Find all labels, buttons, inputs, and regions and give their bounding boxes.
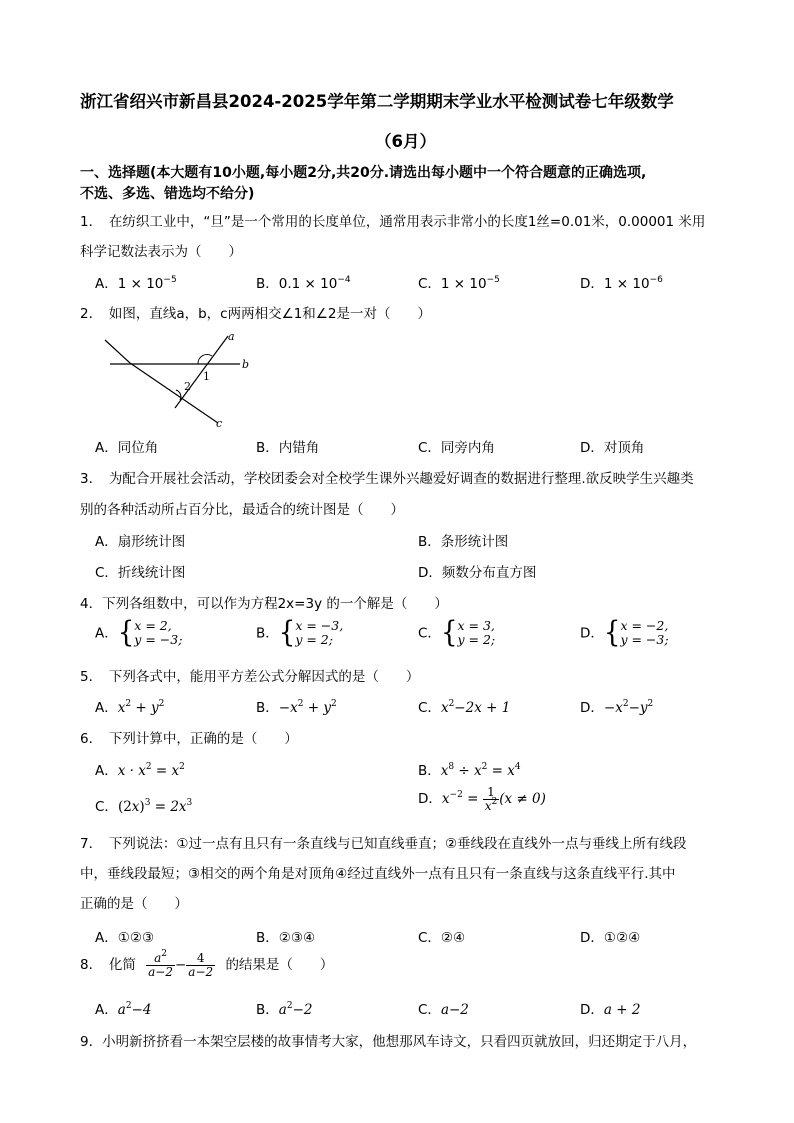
q6-option-d[interactable]: D．$x^{-2}$ = $\frac{1}{x^2}$ (x ≠ 0)	[418, 785, 546, 814]
q5-option-a[interactable]: A．$x^2 + y^2$	[95, 699, 165, 716]
q5-option-d[interactable]: D．$-x^2-y^2$	[580, 699, 654, 716]
q3-option-c[interactable]: C．折线统计图	[95, 565, 186, 581]
q3-stem-line1: 3． 为配合开展社会活动，学校团委会对全校学生课外兴趣爱好调查的数据进行整理.欲反映学生兴趣类	[80, 471, 694, 487]
q2-stem: 2． 如图，直线a，b，c两两相交∠1和∠2是一对（ ）	[80, 306, 431, 322]
q7-option-b[interactable]: B．②③④	[256, 930, 316, 946]
q7-stem-line1: 7． 下列说法：①过一点有且只有一条直线与已知直线垂直；②垂线段在直线外一点与垂线上所有线段	[80, 836, 687, 852]
section-header-line2: 不选、多选、错选均不给分)	[80, 186, 255, 202]
q3-option-a[interactable]: A．扇形统计图	[95, 534, 186, 550]
q7-option-d[interactable]: D．①②④	[580, 930, 641, 946]
q7-stem-line3: 正确的是（ ）	[80, 896, 188, 912]
q1-option-a[interactable]: A．$1 \times 10^{-5}$	[95, 275, 177, 292]
q5-stem: 5． 下列各式中，能用平方差公式分解因式的是（ ）	[80, 669, 420, 685]
q2-figure	[100, 328, 260, 428]
q2-label-b: b	[242, 358, 250, 371]
q3-option-b[interactable]: B．条形统计图	[418, 534, 509, 550]
q6-option-b[interactable]: B．$x^8 \div x^2 = x^4$	[418, 762, 521, 779]
q2-angle1-arc	[198, 354, 212, 364]
q1-option-b[interactable]: B．$0.1 \times 10^{-4}$	[256, 275, 351, 292]
q4-option-a[interactable]: A．{ x = 2, y = −3;	[95, 616, 183, 650]
q2-label-a: a	[228, 330, 235, 343]
q1-option-d[interactable]: D．$1 \times 10^{-6}$	[580, 275, 663, 292]
q1-option-c[interactable]: C．$1 \times 10^{-5}$	[418, 275, 500, 292]
q9-stem-line1: 9．小明新挤挤看一本架空层楼的故事情考大家，他想那风车诗文，只看四页就放回，归还期定于八月，	[80, 1034, 697, 1050]
q2-label-angle1: 1	[203, 370, 210, 383]
q2-line-a	[175, 336, 228, 408]
q7-option-c[interactable]: C．②④	[418, 930, 466, 946]
page-title: 浙江省绍兴市新昌县2024-2025学年第二学期期末学业水平检测试卷七年级数学	[80, 92, 674, 111]
q8-option-a[interactable]: A．$a^2-4$	[95, 1001, 152, 1018]
q4-option-d[interactable]: D．{ x = −2, y = −3;	[580, 616, 669, 650]
q2-label-c: c	[216, 417, 223, 428]
q2-line-slanted	[105, 340, 130, 363]
q2-option-c[interactable]: C．同旁内角	[418, 440, 495, 456]
q5-option-c[interactable]: C．$x^2-2x + 1$	[418, 699, 511, 716]
q2-label-angle2: 2	[184, 380, 191, 393]
q6-stem: 6． 下列计算中，正确的是（ ）	[80, 731, 298, 747]
q8-option-c[interactable]: C．a−2	[418, 1002, 469, 1018]
q4-option-b[interactable]: B．{ x = −3, y = 2;	[256, 616, 344, 650]
q8-stem: 8． 化简 $\frac{a^2}{a-2}$ − $\frac{4}{a-2}$ 的结果是（ ）	[80, 949, 334, 980]
q8-option-d[interactable]: D．a + 2	[580, 1002, 641, 1018]
q5-option-b[interactable]: B．$-x^2 + y^2$	[256, 699, 337, 716]
q4-option-c[interactable]: C．{ x = 3, y = 2;	[418, 616, 496, 650]
q3-option-d[interactable]: D．频数分布直方图	[418, 565, 537, 581]
q1-stem-line1: 1． 在纺织工业中，“旦”是一个常用的长度单位，通常用表示非常小的长度1丝=0.01米，0.00001 米用	[80, 214, 706, 230]
q6-option-c[interactable]: C．$(2x)^3 = 2x^3$	[95, 798, 193, 815]
q2-option-b[interactable]: B．内错角	[256, 440, 320, 456]
q8-option-b[interactable]: B．$a^2-2$	[256, 1001, 313, 1018]
q2-option-a[interactable]: A．同位角	[95, 440, 159, 456]
q7-stem-line2: 中，垂线段最短；③相交的两个角是对顶角④经过直线外一点有且只有一条直线与这条直线平行.其中	[80, 866, 676, 882]
q3-stem-line2: 别的各种活动所占百分比，最适合的统计图是（ ）	[80, 502, 404, 518]
q6-option-a[interactable]: A．$x \cdot x^2 = x^2$	[95, 762, 185, 779]
q1-stem-line2: 科学记数法表示为（ ）	[80, 244, 242, 260]
page-subtitle: （6月）	[375, 132, 436, 151]
q7-option-a[interactable]: A．①②③	[95, 930, 155, 946]
q4-stem: 4．下列各组数中，可以作为方程2x=3y 的一个解是（ ）	[80, 596, 448, 612]
section-header-line1: 一、选择题(本大题有10小题,每小题2分,共20分.请选出每小题中一个符合题意的正确选项,	[80, 165, 647, 181]
q2-option-d[interactable]: D．对顶角	[580, 440, 645, 456]
